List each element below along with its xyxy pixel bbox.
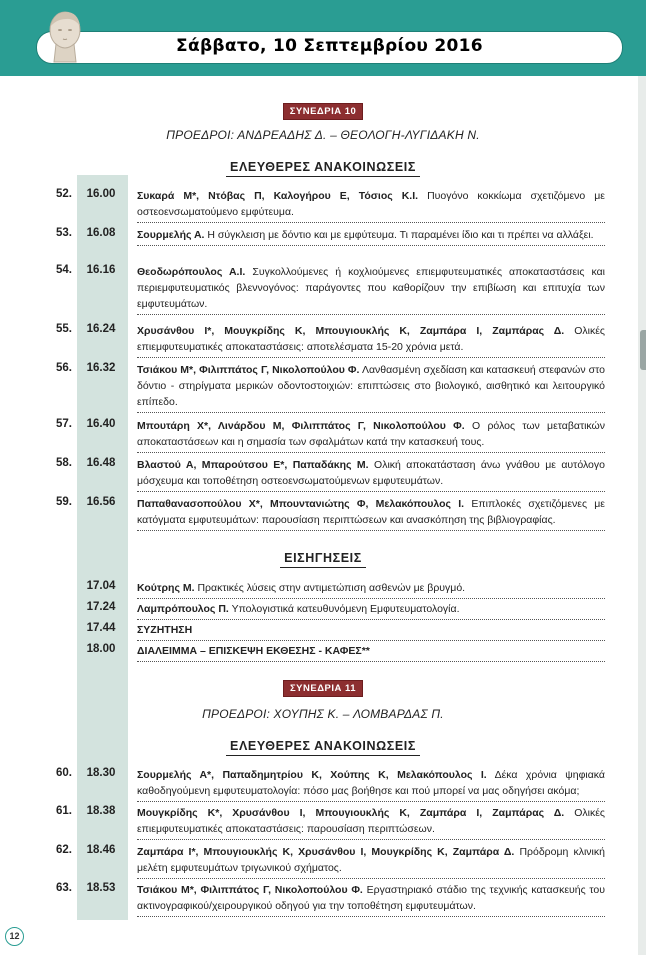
- item-text: [137, 323, 605, 358]
- item-number: 62.: [56, 844, 72, 856]
- item-authors: Σουρμελής Α*, Παπαδημητρίου Κ, Χούπης Κ, Μελακόπουλος Ι.: [137, 769, 487, 781]
- item-text: [137, 418, 605, 453]
- item-authors: Μουγκρίδης Κ*, Χρυσάνθου Ι, Μπουγιουκλής Κ, Ζαμπάρα Ι, Ζαμπάρας Δ.: [137, 807, 565, 819]
- statue-head-icon: [42, 8, 88, 64]
- item-time: 18.46: [86, 844, 116, 856]
- item-title: Συγκολλούμενες ή κοχλιούμενες επιεμφυτευματικές αποκαταστάσεις και περιεμφυτευματικός βλεννογόνος: παράγοντες που καθορίζουν την επιβίωση και επιτυχία των εμφυτευμάτων.: [137, 266, 606, 310]
- item-text: [137, 264, 605, 315]
- item-title: Η σύγκλειση με δόντιο και με εμφύτευμα. Τι παραμένει ίδιο και τι πρέπει να αλλάξει.: [207, 229, 594, 241]
- item-title: Πρόδρομη κλινική μελέτη εμφυτευμάτων τριγωνικού σχήματος.: [137, 846, 605, 874]
- session-chairs: ΠΡΟΕΔΡΟΙ: ΧΟΥΠΗΣ Κ. – ΛΟΜΒΑΡΔΑΣ Π.: [202, 707, 444, 721]
- item-text: [137, 844, 605, 879]
- item-title: Εργαστηριακό στάδιο της τεχνικής κατασκευής του ακτινογραφικού/χειρουργικού οδηγού για την τοποθέτηση εμφυτευμάτων.: [137, 884, 605, 912]
- session-badge: ΣΥΝΕΔΡΙΑ 10: [0, 101, 646, 120]
- item-title: Πρακτικές λύσεις στην αντιμετώπιση ασθενών με βρυγμό.: [197, 582, 466, 594]
- page-number: 12: [5, 927, 24, 946]
- item-number: 63.: [56, 882, 72, 894]
- item-number: 59.: [56, 496, 72, 508]
- item-authors: Λαμπρόπουλος Π.: [137, 603, 229, 615]
- item-text: [137, 767, 605, 802]
- item-authors: Παπαθανασοπούλου Χ*, Μπουντανιώτης Φ, Μελακόπουλος Ι.: [137, 498, 465, 510]
- item-time: 16.32: [86, 362, 116, 374]
- item-authors: Τσιάκου Μ*, Φιλιππάτος Γ, Νικολοπούλου Φ.: [137, 884, 363, 896]
- item-authors: Βλαστού Α, Μπαρούτσου Ε*, Παπαδάκης Μ.: [137, 459, 369, 471]
- item-title: Δέκα χρόνια ψηφιακά καθοδηγούμενη εμφυτευματολογία: πόσο μας βοήθησε και πού μπορεί να μας οδηγήσει ακόμα;: [137, 769, 605, 797]
- item-authors: Κούτρης Μ.: [137, 582, 195, 594]
- item-text: [137, 882, 605, 917]
- item-number: 60.: [56, 767, 72, 779]
- item-text: [137, 227, 605, 246]
- item-time: 16.56: [86, 496, 116, 508]
- item-authors: Ζαμπάρα Ι*, Μπουγιουκλής Κ, Χρυσάνθου Ι, Μουγκρίδης Κ, Ζαμπάρα Δ.: [137, 846, 515, 858]
- item-time: 18.00: [86, 643, 116, 655]
- item-title: Ολική αποκατάσταση άνω γνάθου με αυτόλογο μόσχευμα και τοποθέτηση οστεοενσωματούμενων εμφυτευμάτων.: [137, 459, 605, 487]
- item-title: Ολικές επιεμφυτευματικές αποκαταστάσεις: παρουσίαση περιπτώσεων.: [137, 807, 605, 835]
- item-title: Υπολογιστικά κατευθυνόμενη Εμφυτευματολογία.: [231, 603, 460, 615]
- item-time: 18.38: [86, 805, 116, 817]
- item-text: [137, 457, 605, 492]
- item-number: 52.: [56, 188, 72, 200]
- item-time: 17.04: [86, 580, 116, 592]
- item-number: 56.: [56, 362, 72, 374]
- item-text: [137, 580, 605, 599]
- item-time: 18.53: [86, 882, 116, 894]
- item-time: 16.00: [86, 188, 116, 200]
- item-authors: Θεοδωρόπουλος Α.Ι.: [137, 266, 246, 278]
- item-number: 54.: [56, 264, 72, 276]
- page-edge: [638, 76, 646, 955]
- item-title: Επιπλοκές σχετιζόμενες με κατόγματα εμφυτευμάτων: παρουσίαση περιπτώσεων και ανασκόπηση της βιβλιογραφίας.: [137, 498, 605, 526]
- section-heading: ΕΛΕΥΘΕΡΕΣ ΑΝΑΚΟΙΝΩΣΕΙΣ: [0, 737, 646, 756]
- page-title: Σάββατο, 10 Σεπτεμβρίου 2016: [176, 36, 483, 56]
- item-text: [137, 496, 605, 531]
- item-time: 16.24: [86, 323, 116, 335]
- item-number: 55.: [56, 323, 72, 335]
- item-time: 16.40: [86, 418, 116, 430]
- section-heading: ΕΙΣΗΓΗΣΕΙΣ: [0, 549, 646, 568]
- section-heading: ΕΛΕΥΘΕΡΕΣ ΑΝΑΚΟΙΝΩΣΕΙΣ: [0, 158, 646, 177]
- item-title: Ο ρόλος των μεταβατικών αποκαταστάσεων και η σημασία των σφαλμάτων κατά την κατασκευή τους.: [137, 420, 606, 448]
- item-title: Πυογόνο κοκκίωμα σχετιζόμενο με οστεοενσωματούμενο εμφύτευμα.: [137, 190, 605, 218]
- item-time: 16.08: [86, 227, 116, 239]
- item-authors: Συκαρά Μ*, Ντόβας Π, Καλογήρου Ε, Τόσιος Κ.Ι.: [137, 190, 419, 202]
- item-title: Ολικές επιεμφυτευματικές αποκαταστάσεις: αποτελέσματα 15-20 χρόνια μετά.: [137, 325, 605, 353]
- item-number: 57.: [56, 418, 72, 430]
- item-authors: ΣΥΖΗΤΗΣΗ: [137, 624, 193, 636]
- item-authors: ΔΙΑΛΕΙΜΜΑ – ΕΠΙΣΚΕΨΗ ΕΚΘΕΣΗΣ - ΚΑΦΕΣ**: [137, 645, 370, 657]
- item-authors: Σουρμελής Α.: [137, 229, 205, 241]
- item-time: 17.24: [86, 601, 116, 613]
- item-authors: Μπουτάρη Χ*, Λινάρδου Μ, Φιλιππάτος Γ, Νικολοπούλου Φ.: [137, 420, 465, 432]
- item-authors: Χρυσάνθου Ι*, Μουγκρίδης Κ, Μπουγιουκλής Κ, Ζαμπάρα Ι, Ζαμπάρας Δ.: [137, 325, 565, 337]
- item-time: 18.30: [86, 767, 116, 779]
- item-title: Λανθασμένη σχεδίαση και κατασκευή στεφανών στο δόντιο - στηρίγματα μερικών οδοντοστοιχιών: επιπτώσεις στο βιολογικό, αισθητικό και λειτουργικό επίπεδο.: [137, 364, 606, 408]
- item-text: [137, 805, 605, 840]
- item-authors: Τσιάκου Μ*, Φιλιππάτος Γ, Νικολοπούλου Φ.: [137, 364, 360, 376]
- item-number: 61.: [56, 805, 72, 817]
- header-title-bar: [36, 31, 623, 64]
- item-text: [137, 601, 605, 620]
- item-text: [137, 188, 605, 223]
- session-badge: ΣΥΝΕΔΡΙΑ 11: [0, 678, 646, 697]
- page-edge-tab: [640, 330, 646, 370]
- item-time: 17.44: [86, 622, 116, 634]
- item-text: [137, 622, 605, 641]
- item-number: 53.: [56, 227, 72, 239]
- item-text: [137, 362, 605, 413]
- item-number: 58.: [56, 457, 72, 469]
- item-time: 16.16: [86, 264, 116, 276]
- item-time: 16.48: [86, 457, 116, 469]
- session-chairs: ΠΡΟΕΔΡΟΙ: ΑΝΔΡΕΑΔΗΣ Δ. – ΘΕΟΛΟΓΗ-ΛΥΓΙΔΑΚΗ Ν.: [166, 128, 480, 142]
- item-text: [137, 643, 605, 662]
